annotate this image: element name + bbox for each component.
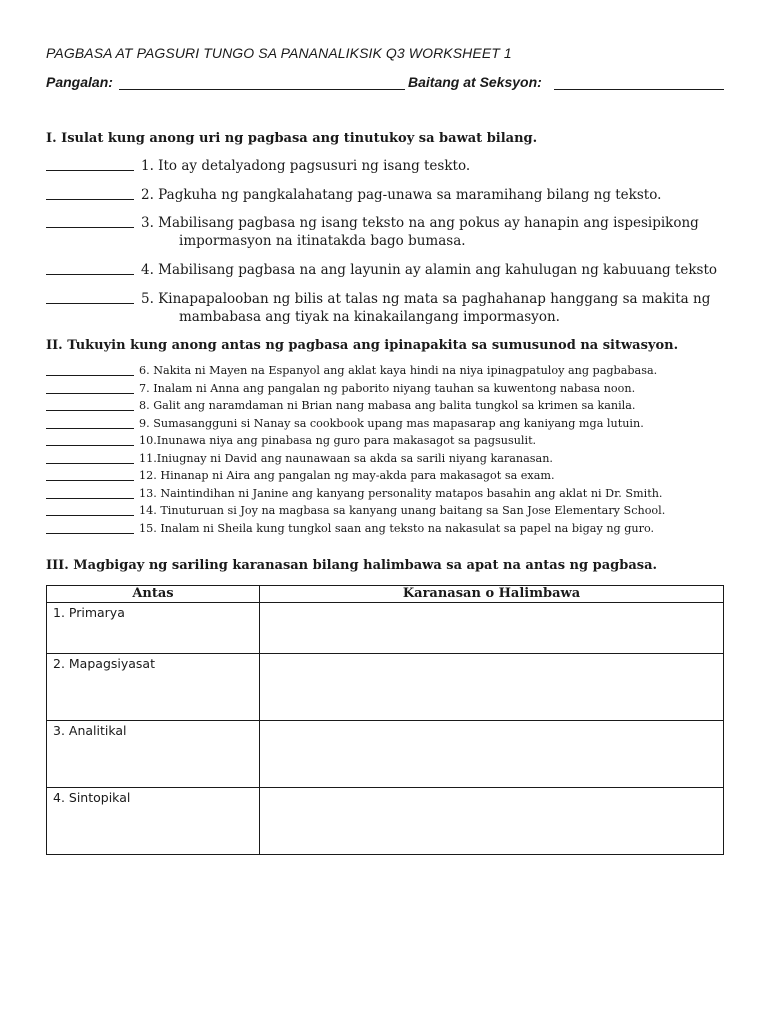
answer-blank[interactable] bbox=[46, 375, 134, 376]
item-text: 1. Ito ay detalyadong pagsusuri ng isang teskto. bbox=[141, 158, 471, 174]
answer-blank[interactable] bbox=[46, 480, 134, 481]
section3-heading: III. Magbigay ng sariling karanasan bilang halimbawa sa apat na antas ng pagbasa. bbox=[46, 558, 658, 573]
section2-heading: II. Tukuyin kung anong antas ng pagbasa ang ipinapakita sa sumusunod na sitwasyon. bbox=[46, 338, 679, 353]
item-text-cont: impormasyon na itinatakda bago bumasa. bbox=[179, 233, 466, 249]
table-cell-answer[interactable] bbox=[260, 788, 724, 855]
table-cell-answer[interactable] bbox=[260, 603, 724, 654]
item-text: 10.Inunawa niya ang pinabasa ng guro para makasagot sa pagsusulit. bbox=[139, 434, 537, 447]
table-row bbox=[47, 654, 724, 721]
table-row bbox=[47, 603, 724, 654]
answer-blank[interactable] bbox=[46, 303, 134, 304]
item-text: 6. Nakita ni Mayen na Espanyol ang aklat kaya hindi na niya ipinagpatuloy ang pagbabasa. bbox=[139, 364, 658, 377]
answer-blank[interactable] bbox=[46, 533, 134, 534]
answer-blank[interactable] bbox=[46, 274, 134, 275]
table-cell-level: 2. Mapagsiyasat bbox=[47, 654, 260, 721]
table-row bbox=[47, 721, 724, 788]
item-text: 11.Iniugnay ni David ang naunawaan sa akda sa sarili niyang karanasan. bbox=[139, 452, 553, 465]
answer-blank[interactable] bbox=[46, 199, 134, 200]
table-header-karanasan: Karanasan o Halimbawa bbox=[260, 586, 724, 603]
item-text: 3. Mabilisang pagbasa ng isang teksto na ang pokus ay hanapin ang ispesipikong bbox=[141, 215, 699, 231]
table-header-row bbox=[47, 586, 724, 603]
table-cell-answer[interactable] bbox=[260, 654, 724, 721]
item-text: 2. Pagkuha ng pangkalahatang pag-unawa sa maramihang bilang ng teksto. bbox=[141, 187, 662, 203]
answer-blank[interactable] bbox=[46, 445, 134, 446]
answer-blank[interactable] bbox=[46, 428, 134, 429]
item-text: 12. Hinanap ni Aira ang pangalan ng may-akda para makasagot sa exam. bbox=[139, 469, 555, 482]
answer-blank[interactable] bbox=[46, 515, 134, 516]
pangalan-blank[interactable] bbox=[119, 89, 405, 90]
answer-blank[interactable] bbox=[46, 393, 134, 394]
answer-blank[interactable] bbox=[46, 498, 134, 499]
pangalan-label: Pangalan: bbox=[46, 74, 113, 90]
item-text: 7. Inalam ni Anna ang pangalan ng paborito niyang tauhan sa kuwentong nabasa noon. bbox=[139, 382, 636, 395]
item-text: 14. Tinuturuan si Joy na magbasa sa kanyang unang baitang sa San Jose Elementary School. bbox=[139, 504, 666, 517]
table-cell-answer[interactable] bbox=[260, 721, 724, 788]
answer-blank[interactable] bbox=[46, 463, 134, 464]
table-cell-level: 1. Primarya bbox=[47, 603, 260, 654]
levels-table bbox=[46, 585, 724, 855]
name-row bbox=[46, 74, 724, 92]
table-row bbox=[47, 788, 724, 855]
item-text-cont: mambabasa ang tiyak na kinakailangang impormasyon. bbox=[179, 309, 560, 325]
item-text: 9. Sumasangguni si Nanay sa cookbook upang mas mapasarap ang kaniyang mga lutuin. bbox=[139, 417, 644, 430]
answer-blank[interactable] bbox=[46, 170, 134, 171]
table-cell-level: 4. Sintopikal bbox=[47, 788, 260, 855]
item-text: 13. Naintindihan ni Janine ang kanyang personality matapos basahin ang aklat ni Dr. Smith. bbox=[139, 487, 663, 500]
worksheet-title: PAGBASA AT PAGSURI TUNGO SA PANANALIKSIK Q3 WORKSHEET 1 bbox=[46, 45, 512, 61]
item-text: 4. Mabilisang pagbasa na ang layunin ay alamin ang kahulugan ng kabuuang teksto bbox=[141, 262, 718, 278]
baitang-label: Baitang at Seksyon: bbox=[408, 74, 542, 90]
answer-blank[interactable] bbox=[46, 227, 134, 228]
table-header-antas: Antas bbox=[47, 586, 260, 603]
item-text: 15. Inalam ni Sheila kung tungkol saan ang teksto na nakasulat sa papel na bigay ng guro. bbox=[139, 522, 655, 535]
item-text: 8. Galit ang naramdaman ni Brian nang mabasa ang balita tungkol sa krimen sa kanila. bbox=[139, 399, 636, 412]
table-cell-level: 3. Analitikal bbox=[47, 721, 260, 788]
item-text: 5. Kinapapalooban ng bilis at talas ng mata sa paghahanap hanggang sa makita ng bbox=[141, 291, 711, 307]
section1-heading: I. Isulat kung anong uri ng pagbasa ang tinutukoy sa bawat bilang. bbox=[46, 131, 538, 146]
baitang-blank[interactable] bbox=[554, 89, 724, 90]
answer-blank[interactable] bbox=[46, 410, 134, 411]
